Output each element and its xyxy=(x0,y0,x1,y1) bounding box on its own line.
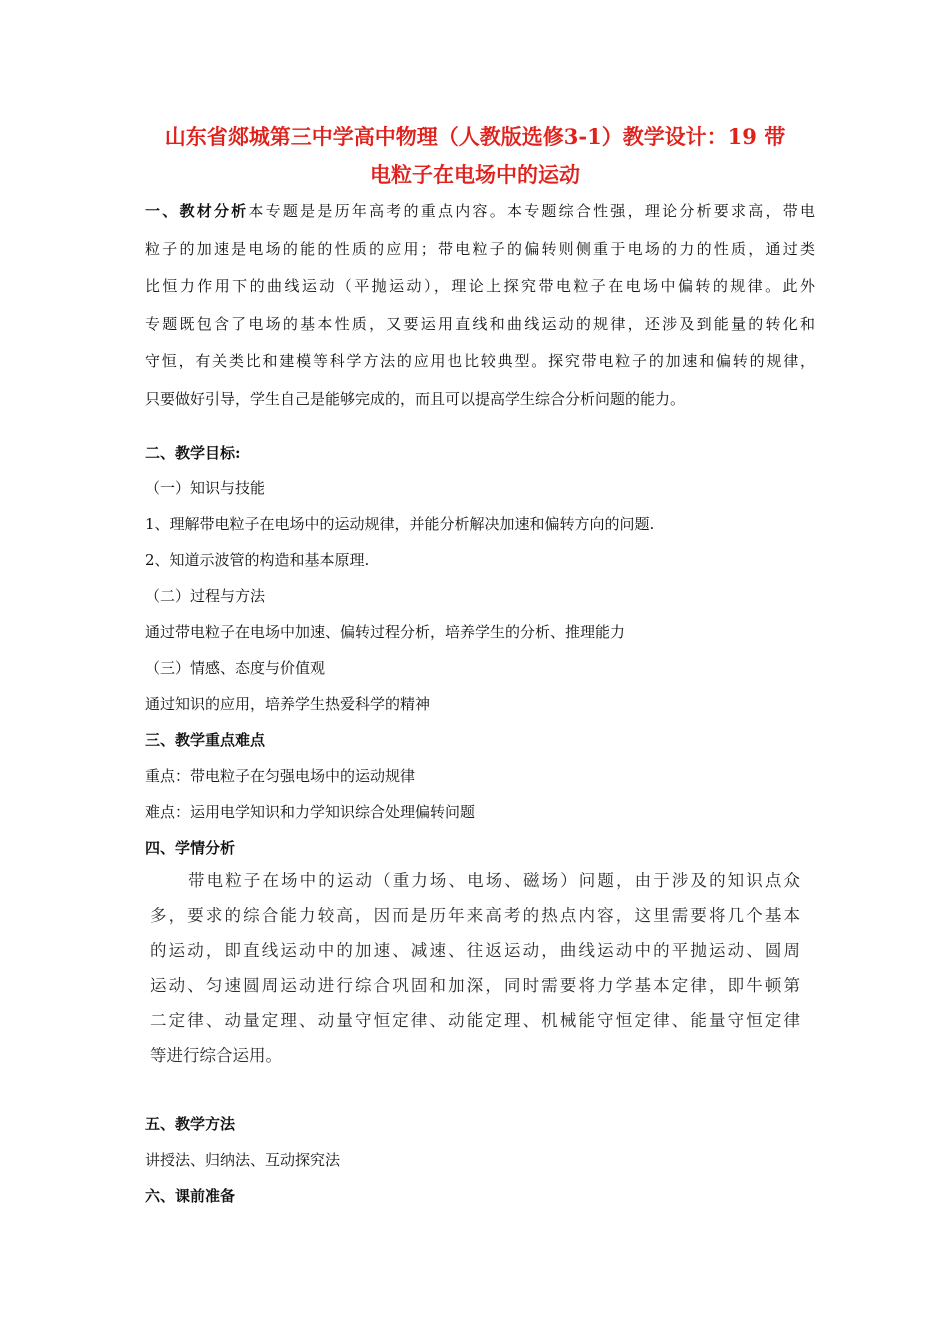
section-heading-preparation: 六、课前准备 xyxy=(145,1187,236,1205)
key-point-text: 重点：带电粒子在匀强电场中的运动规律 xyxy=(145,767,416,785)
subheading-emotion-values: （三）情感、态度与价值观 xyxy=(145,659,326,677)
paragraph-line: 粒子的加速是电场的能的性质的应用；带电粒子的偏转则侧重于电场的力的性质，通过类 xyxy=(145,239,815,258)
paragraph-line xyxy=(145,200,815,238)
section-heading-student-analysis: 四、学情分析 xyxy=(145,839,236,857)
document-title-line-2: 电粒子在电场中的运动 xyxy=(370,162,580,187)
scanned-line: 带电粒子在场中的运动（重力场、电场、磁场）问题，由于涉及的知识点众 xyxy=(188,871,800,890)
paragraph-text: 本专题是是历年高考的重点内容。本专题综合性强，理论分析要求高，带电 xyxy=(248,202,815,220)
section-heading-teaching-goals: 二、教学目标: xyxy=(145,444,241,462)
document-title-line-1: 山东省郯城第三中学高中物理（人教版选修3-1）教学设计：19 带 xyxy=(164,124,786,149)
scanned-line: 的运动，即直线运动中的加速、减速、往返运动，曲线运动中的平抛运动、圆周 xyxy=(150,941,800,960)
section-heading-key-difficult: 三、教学重点难点 xyxy=(145,731,266,749)
scanned-paragraph-student-analysis xyxy=(150,868,800,1078)
teaching-methods-text: 讲授法、归纳法、互动探究法 xyxy=(145,1151,341,1169)
section-heading-textbook-analysis: 一、教材分析 xyxy=(145,202,249,220)
scanned-line: 等进行综合运用。 xyxy=(150,1046,282,1065)
paragraph-line: 比恒力作用下的曲线运动（平抛运动），理论上探究带电粒子在电场中偏转的规律。此外 xyxy=(145,277,815,295)
scanned-line: 运动、匀速圆周运动进行综合巩固和加深，同时需要将力学基本定律，即牛顿第 xyxy=(150,976,800,995)
paragraph-line: 只要做好引导，学生自己是能够完成的，而且可以提高学生综合分析问题的能力。 xyxy=(145,389,686,408)
section-heading-teaching-methods: 五、教学方法 xyxy=(145,1115,236,1133)
scanned-line: 多，要求的综合能力较高，因而是历年来高考的热点内容，这里需要将几个基本 xyxy=(150,906,800,925)
paragraph-line: 守恒，有关类比和建模等科学方法的应用也比较典型。探究带电粒子的加速和偏转的规律， xyxy=(145,352,815,370)
process-method-text: 通过带电粒子在电场中加速、偏转过程分析，培养学生的分析、推理能力 xyxy=(145,623,626,641)
goal-item-2: 2、知道示波管的构造和基本原理. xyxy=(145,551,370,569)
emotion-values-text: 通过知识的应用，培养学生热爱科学的精神 xyxy=(145,695,431,713)
subheading-knowledge-skills: （一）知识与技能 xyxy=(145,479,266,497)
section-textbook-analysis xyxy=(145,200,815,425)
paragraph-line: 专题既包含了电场的基本性质，又要运用直线和曲线运动的规律，还涉及到能量的转化和 xyxy=(145,314,815,333)
goal-item-1: 1、理解带电粒子在电场中的运动规律，并能分析解决加速和偏转方向的问题. xyxy=(145,515,655,533)
scanned-line: 二定律、动量定理、动量守恒定律、动能定理、机械能守恒定律、能量守恒定律 xyxy=(150,1011,800,1030)
difficult-point-text: 难点：运用电学知识和力学知识综合处理偏转问题 xyxy=(145,803,476,821)
subheading-process-method: （二）过程与方法 xyxy=(145,587,266,605)
